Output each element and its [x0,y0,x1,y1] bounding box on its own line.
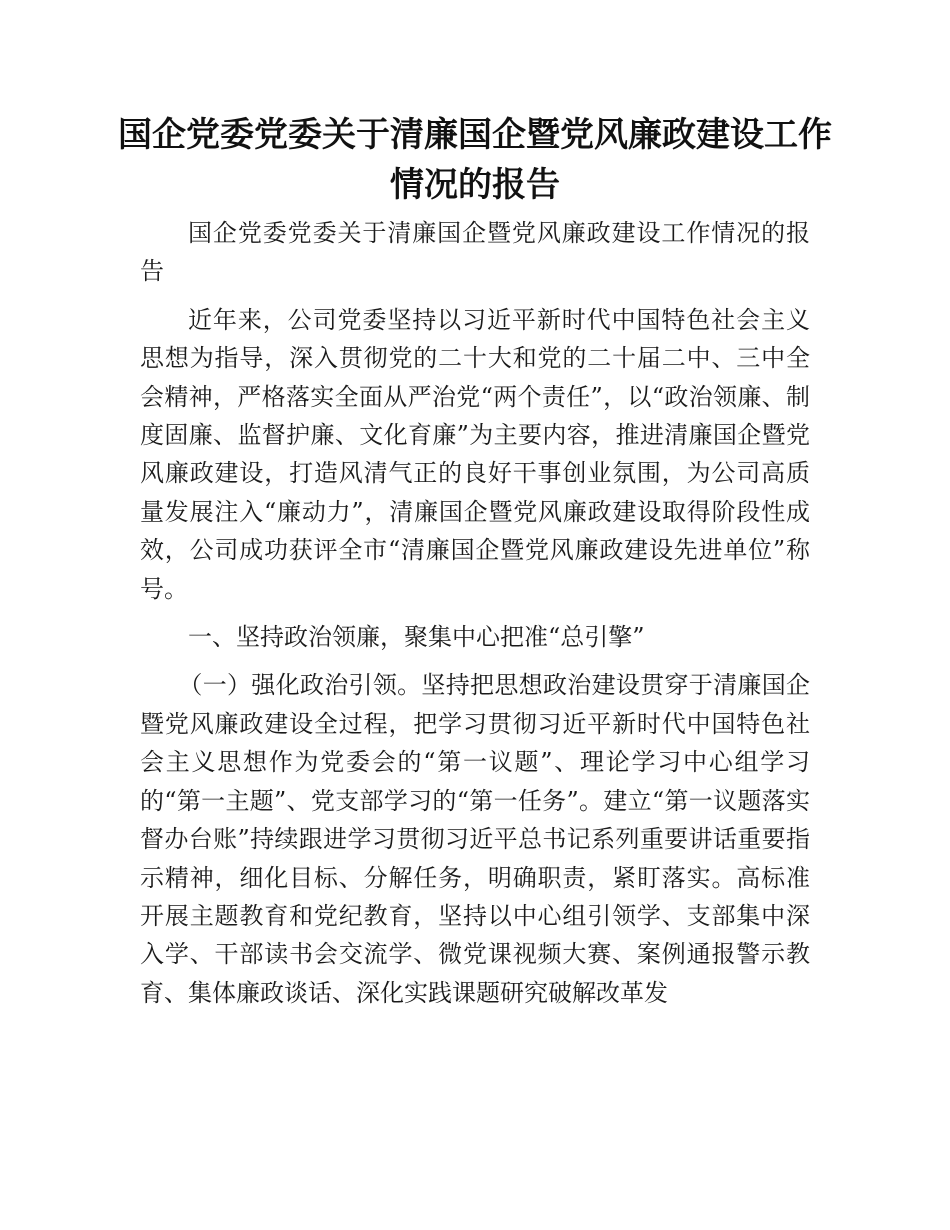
section-heading-1: 一、坚持政治领廉，聚集中心把准“总引擎” [188,623,645,652]
document-title: 国企党委党委关于清廉国企暨党风廉政建设工作情况的报告 [118,115,832,205]
document-body [140,214,810,1022]
paragraph-repeated-title: 国企党委党委关于清廉国企暨党风廉政建设工作情况的报告 [140,219,810,286]
paragraph-intro: 近年来，公司党委坚持以习近平新时代中国特色社会主义思想为指导，深入贯彻党的二十大和党的二十届二中、三中全会精神，严格落实全面从严治党“两个责任”，以“政治领廉、制度固廉、监督护廉、文化育廉”为主要内容，推进清廉国企暨党风廉政建设，打造风清气正的良好干事创业氛围，为公司高质量发展注入“廉动力”，清廉国企暨党风廉政建设取得阶段性成效，公司成功获评全市“清廉国企暨党风廉政建设先进单位”称号。 [140,305,810,603]
paragraph-section-1-1: （一）强化政治引领。坚持把思想政治建设贯穿于清廉国企暨党风廉政建设全过程，把学习贯彻习近平新时代中国特色社会主义思想作为党委会的“第一议题”、理论学习中心组学习的“第一主题”、党支部学习的“第一任务”。建立“第一议题落实督办台账”持续跟进学习贯彻习近平总书记系列重要讲话重要指示精神，细化目标、分解任务，明确职责，紧盯落实。高标准开展主题教育和党纪教育，坚持以中心组引领学、支部集中深入学、干部读书会交流学、微党课视频大赛、案例通报警示教育、集体廉政谈话、深化实践课题研究破解改革发 [140,671,810,1007]
